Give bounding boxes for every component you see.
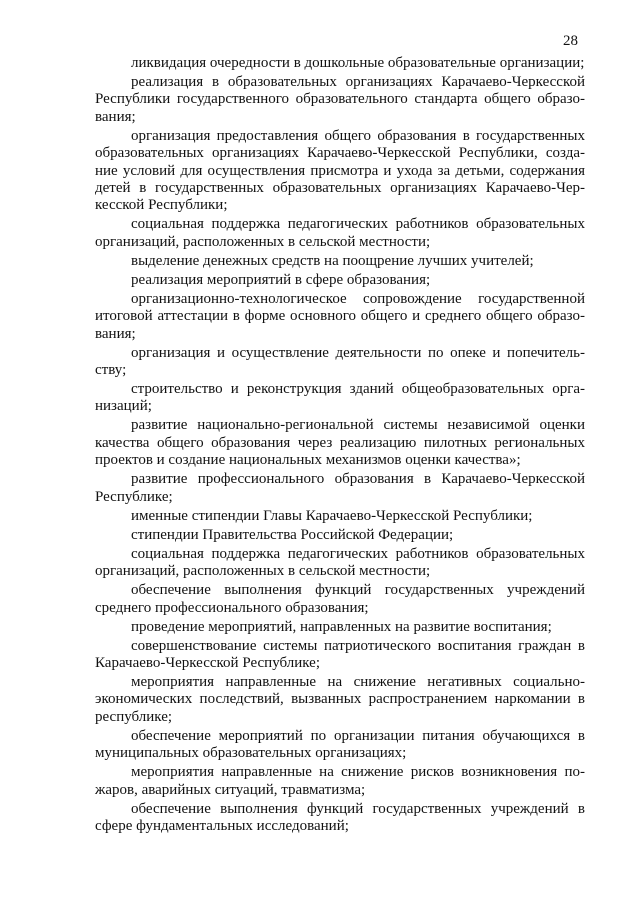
paragraph: реализация в образовательных организациях Карачаево-Черкесской Республики государственного образовательного стандарта общего образования;	[95, 74, 585, 125]
paragraph: организация и осуществление деятельности по опеке и попечительству;	[95, 344, 585, 379]
paragraph: ликвидация очередности в дошкольные образовательные организации;	[131, 55, 585, 71]
paragraph: социальная поддержка педагогических работников образовательных организаций, расположенных в сельской местности;	[95, 545, 585, 580]
paragraph: именные стипендии Главы Карачаево-Черкесской Республики;	[131, 507, 533, 524]
paragraph: выделение денежных средств на поощрение лучших учителей;	[131, 252, 534, 269]
paragraph: организационно-технологическое сопровождение государственной итоговой аттестации в форме основного общего и среднего общего образования;	[95, 290, 585, 342]
document-body	[95, 55, 585, 837]
paragraph: развитие профессионального образования в Карачаево-Черкесской Республике;	[95, 471, 585, 505]
paragraph: стипендии Правительства Российской Федерации;	[131, 526, 454, 543]
paragraph: обеспечение выполнения функций государственных учреждений среднего профессионального образования;	[95, 582, 585, 616]
paragraph: развитие национально-региональной системы независимой оценки качества общего образования через реализацию пилотных региональных проектов и создание национальных механизмов оценки качества»;	[95, 417, 585, 469]
paragraph: обеспечение мероприятий по организации питания обучающихся в муниципальных образовательных организациях;	[95, 727, 585, 762]
page-number: 28	[563, 33, 578, 49]
paragraph: мероприятия направленные на снижение рисков возникновения пожаров, аварийных ситуаций, травматизма;	[95, 764, 585, 798]
paragraph: строительство и реконструкция зданий общеобразовательных организаций;	[95, 381, 585, 415]
paragraph: совершенствование системы патриотического воспитания граждан в Карачаево-Черкесской Республике;	[95, 637, 585, 671]
paragraph: реализация мероприятий в сфере образования;	[131, 271, 431, 288]
paragraph: проведение мероприятий, направленных на развитие воспитания;	[131, 618, 552, 635]
paragraph: обеспечение выполнения функций государственных учреждений в сфере фундаментальных исследований;	[95, 800, 585, 834]
paragraph: социальная поддержка педагогических работников образовательных организаций, расположенных в сельской местности;	[95, 216, 585, 250]
paragraph: организация предоставления общего образования в государственных образовательных организациях Карачаево-Черкесской Республики, создание условий для осуществления присмотра и ухода за детьми, содержания детей в государственных образовательных организациях Карачаево-Черкесской Республики;	[95, 127, 585, 214]
paragraph: мероприятия направленные на снижение негативных социально-экономических последствий, вызванных распространением наркомании в республике;	[95, 673, 585, 725]
